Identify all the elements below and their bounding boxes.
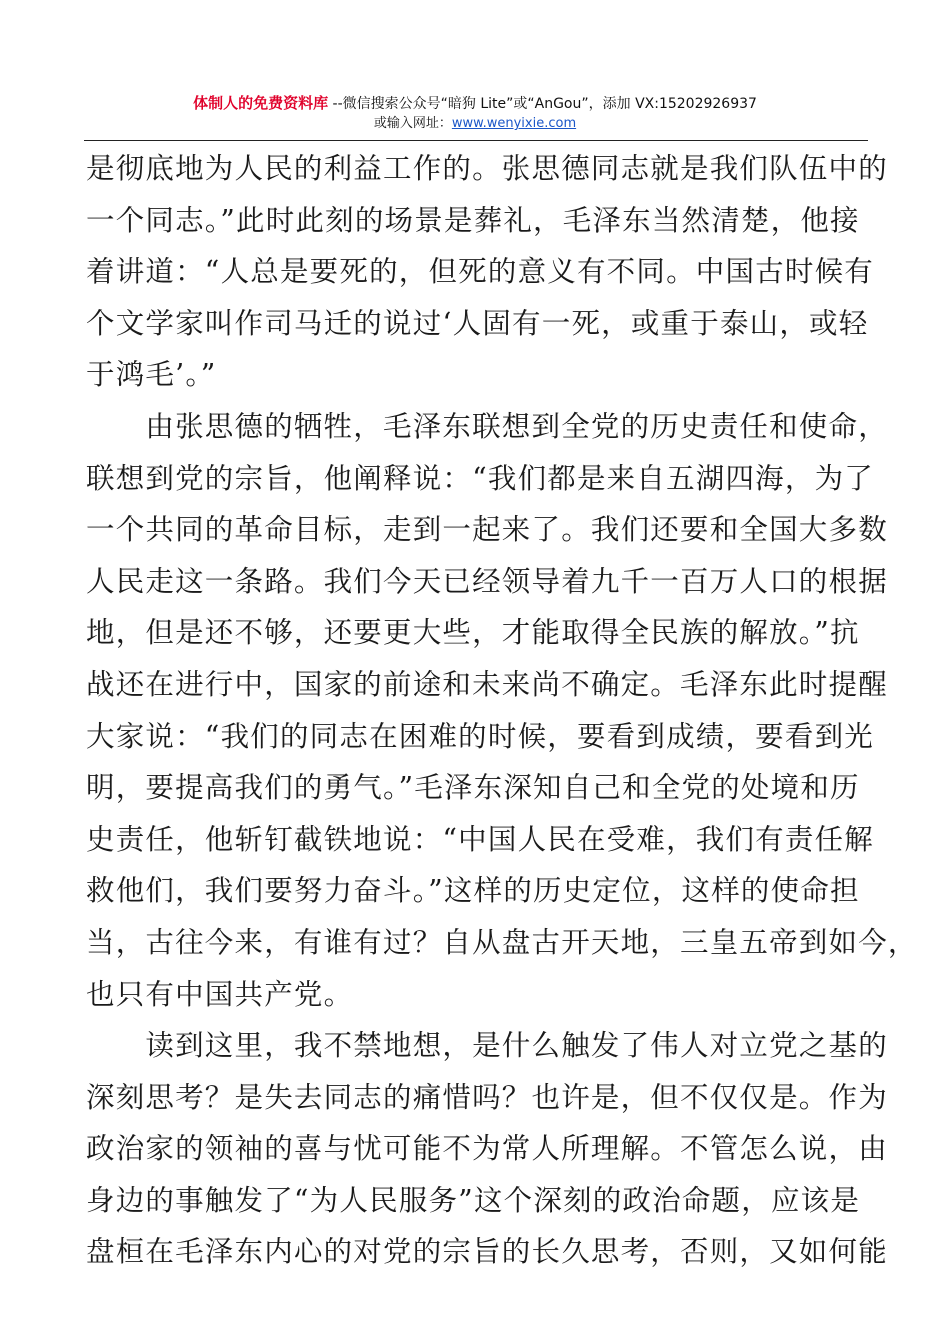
text-line: 盘桓在毛泽东内心的对党的宗旨的长久思考，否则，又如何能 — [86, 1235, 888, 1269]
text-line: 救他们，我们要努力奋斗。”这样的历史定位，这样的使命担 — [86, 874, 860, 908]
text-line: 大家说：“我们的同志在困难的时候，要看到成绩，要看到光 — [86, 719, 874, 753]
text-line: 一个同志。”此时此刻的场景是葬礼，毛泽东当然清楚，他接 — [86, 203, 860, 237]
text-line: 个文学家叫作司马迁的说过‘人固有一死，或重于泰山，或轻 — [86, 306, 869, 340]
text-line: 也只有中国共产党。 — [86, 977, 354, 1011]
text-line: 战还在进行中，国家的前途和未来尚不确定。毛泽东此时提醒 — [86, 667, 888, 701]
document-body — [86, 143, 918, 1278]
text-line: 着讲道：“人总是要死的，但死的意义有不同。中国古时候有 — [86, 255, 874, 289]
text-line: 史责任，他斩钉截铁地说：“中国人民在受难，我们有责任解 — [86, 822, 874, 856]
text-line: 地，但是还不够，还要更大些，才能取得全民族的解放。”抗 — [86, 616, 860, 650]
text-line: 身边的事触发了“为人民服务”这个深刻的政治命题，应该是 — [86, 1183, 861, 1217]
header-brand: 体制人的免费资料库 — [193, 94, 329, 112]
text-line: 联想到党的宗旨，他阐释说：“我们都是来自五湖四海，为了 — [86, 461, 874, 495]
text-line: 由张思德的牺牲，毛泽东联想到全党的历史责任和使命， — [86, 409, 888, 443]
header-url-link[interactable]: www.wenyixie.com — [451, 116, 577, 131]
header-info: --微信搜索公众号“暗狗 Lite”或“AnGou”，添加 VX:15202926937 — [328, 96, 757, 112]
text-line: 读到这里，我不禁地想，是什么触发了伟人对立党之基的 — [86, 1029, 888, 1063]
page-header — [0, 92, 950, 133]
text-line: 于鸿毛’。” — [86, 358, 217, 392]
text-line: 深刻思考？是失去同志的痛惜吗？也许是，但不仅仅是。作为 — [86, 1080, 888, 1114]
text-line: 政治家的领袖的喜与忧可能不为常人所理解。不管怎么说，由 — [86, 1132, 888, 1166]
header-line-2 — [0, 115, 950, 133]
text-line: 一个共同的革命目标，走到一起来了。我们还要和全国大多数 — [86, 513, 888, 547]
header-divider — [84, 140, 868, 141]
text-line: 当，古往今来，有谁有过？自从盘古开天地，三皇五帝到如今， — [86, 925, 918, 959]
header-url-prefix: 或输入网址： — [373, 116, 452, 131]
text-line: 是彻底地为人民的利益工作的。张思德同志就是我们队伍中的 — [86, 152, 888, 185]
text-line: 明，要提高我们的勇气。”毛泽东深知自己和全党的处境和历 — [86, 771, 860, 805]
header-line-1 — [0, 92, 950, 115]
text-line: 人民走这一条路。我们今天已经领导着九千一百万人口的根据 — [86, 564, 888, 598]
